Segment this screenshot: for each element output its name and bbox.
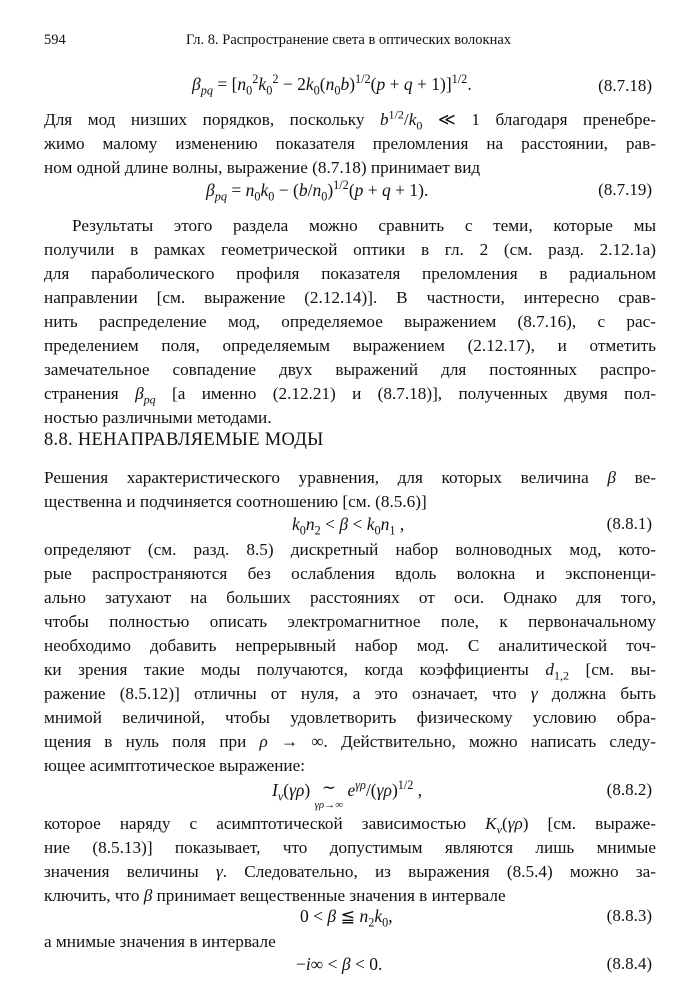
- text-line: щения в нуль поля при ρ → ∞. Действительно, можно написать следу-: [44, 732, 656, 751]
- text-line: ально затухают на больших расстояниях от оси. Однако для того,: [44, 588, 656, 607]
- text-line: ющее асимптотическое выражение:: [44, 756, 306, 775]
- text-line: ном одной длине волны, выражение (8.7.18) принимает вид: [44, 158, 481, 177]
- text-line: необходимо добавить непрерывный набор мод. С аналитической точ-: [44, 636, 656, 655]
- text-line: для параболического профиля показателя преломления в радиальном: [44, 264, 656, 283]
- section-heading: 8.8. НЕНАПРАВЛЯЕМЫЕ МОДЫ: [44, 430, 324, 450]
- equation-number: (8.8.4): [606, 954, 652, 973]
- equation-number: (8.8.1): [606, 514, 652, 533]
- equation-8-7-18: $\beta_{pq} = [n_0^2k_0^2 - 2k_0(n_0b)^{1/2}(p + q + 1)]^{1/2}$.: [192, 72, 472, 98]
- equation-number: (8.7.18): [598, 76, 652, 95]
- text-line: нить распределение мод, определяемое выражением (8.7.16), с рас-: [44, 312, 656, 331]
- text-line: ние (8.5.13)] показывает, что допустимым являются лишь мнимые: [44, 838, 656, 857]
- text-line: жимо малому изменению показателя преломления на расстоянии, рав-: [44, 134, 656, 153]
- text-line: странения $\beta_{pq}$ [а именно (2.12.21) и (8.7.18)], полученных двумя пол-: [44, 384, 656, 407]
- text-line: Для мод низших порядков, поскольку $b^{1/2}/k_0$ ≪ 1 благодаря пренебре-: [44, 107, 656, 133]
- text-line: значения величины γ. Следовательно, из выражения (8.5.4) можно за-: [44, 862, 656, 881]
- text-line: ки зрения такие моды получаются, когда коэффициенты $d_{1,2}$ [см. вы-: [44, 660, 656, 683]
- text-line: ностью различными методами.: [44, 408, 272, 427]
- text-line: пределением поля, определяемым выражением (2.12.17), и отметить: [44, 336, 656, 355]
- equation-8-8-4: −i∞ < β < 0.: [296, 954, 383, 974]
- equation-8-8-2: $I_\nu(\gamma\rho)$ ∼ γρ→∞ $e^{\gamma\rho}/(\gamma\rho)^{1/2}$ ,: [272, 778, 423, 811]
- text-line: Решения характеристического уравнения, для которых величина β ве-: [44, 468, 656, 487]
- page-number: 594: [44, 32, 66, 48]
- text-line: замечательное совпадение двух выражений для постоянных распро-: [44, 360, 656, 379]
- equation-8-7-19: $\beta_{pq} = n_0k_0 - (b/n_0)^{1/2}(p + q + 1)$.: [206, 178, 429, 204]
- running-title: Гл. 8. Распространение света в оптических волокнах: [186, 32, 512, 48]
- text-line: чтобы полностью описать электромагнитное поле, к первоначальному: [44, 612, 656, 631]
- text-line: рые распространяются без ослабления вдоль волокна и экспоненци-: [44, 564, 656, 583]
- text-line: определяют (см. разд. 8.5) дискретный набор волноводных мод, кото-: [44, 540, 656, 559]
- text-line: которое наряду с асимптотической зависимостью $K_\nu(\gamma\rho)$ [см. выраже-: [44, 814, 656, 837]
- text-line: мнимой величиной, чтобы удовлетворить физическому условию обра-: [44, 708, 656, 727]
- text-line: направлении [см. выражение (2.12.14)]. В частности, интересно срав-: [44, 288, 656, 307]
- text-line: щественна и подчиняется соотношению [см. (8.5.6)]: [44, 492, 427, 511]
- equation-number: (8.8.3): [606, 906, 652, 925]
- text-line: Результаты этого раздела можно сравнить с теми, которые мы: [72, 216, 656, 235]
- text-line: получили в рамках геометрической оптики в гл. 2 (см. разд. 2.12.1а): [44, 240, 656, 259]
- equation-8-8-1: $k_0n_2 < \beta < k_0n_1$ ,: [292, 514, 405, 538]
- equation-number: (8.8.2): [606, 780, 652, 799]
- equation-number: (8.7.19): [598, 180, 652, 199]
- text-line: а мнимые значения в интервале: [44, 932, 276, 951]
- text-line: ражение (8.5.12)] отличны от нуля, а это означает, что γ должна быть: [44, 684, 656, 703]
- text-line: ключить, что β принимает вещественные значения в интервале: [44, 886, 506, 905]
- equation-8-8-3: 0 < β ≦ $n_2k_0$,: [300, 906, 393, 930]
